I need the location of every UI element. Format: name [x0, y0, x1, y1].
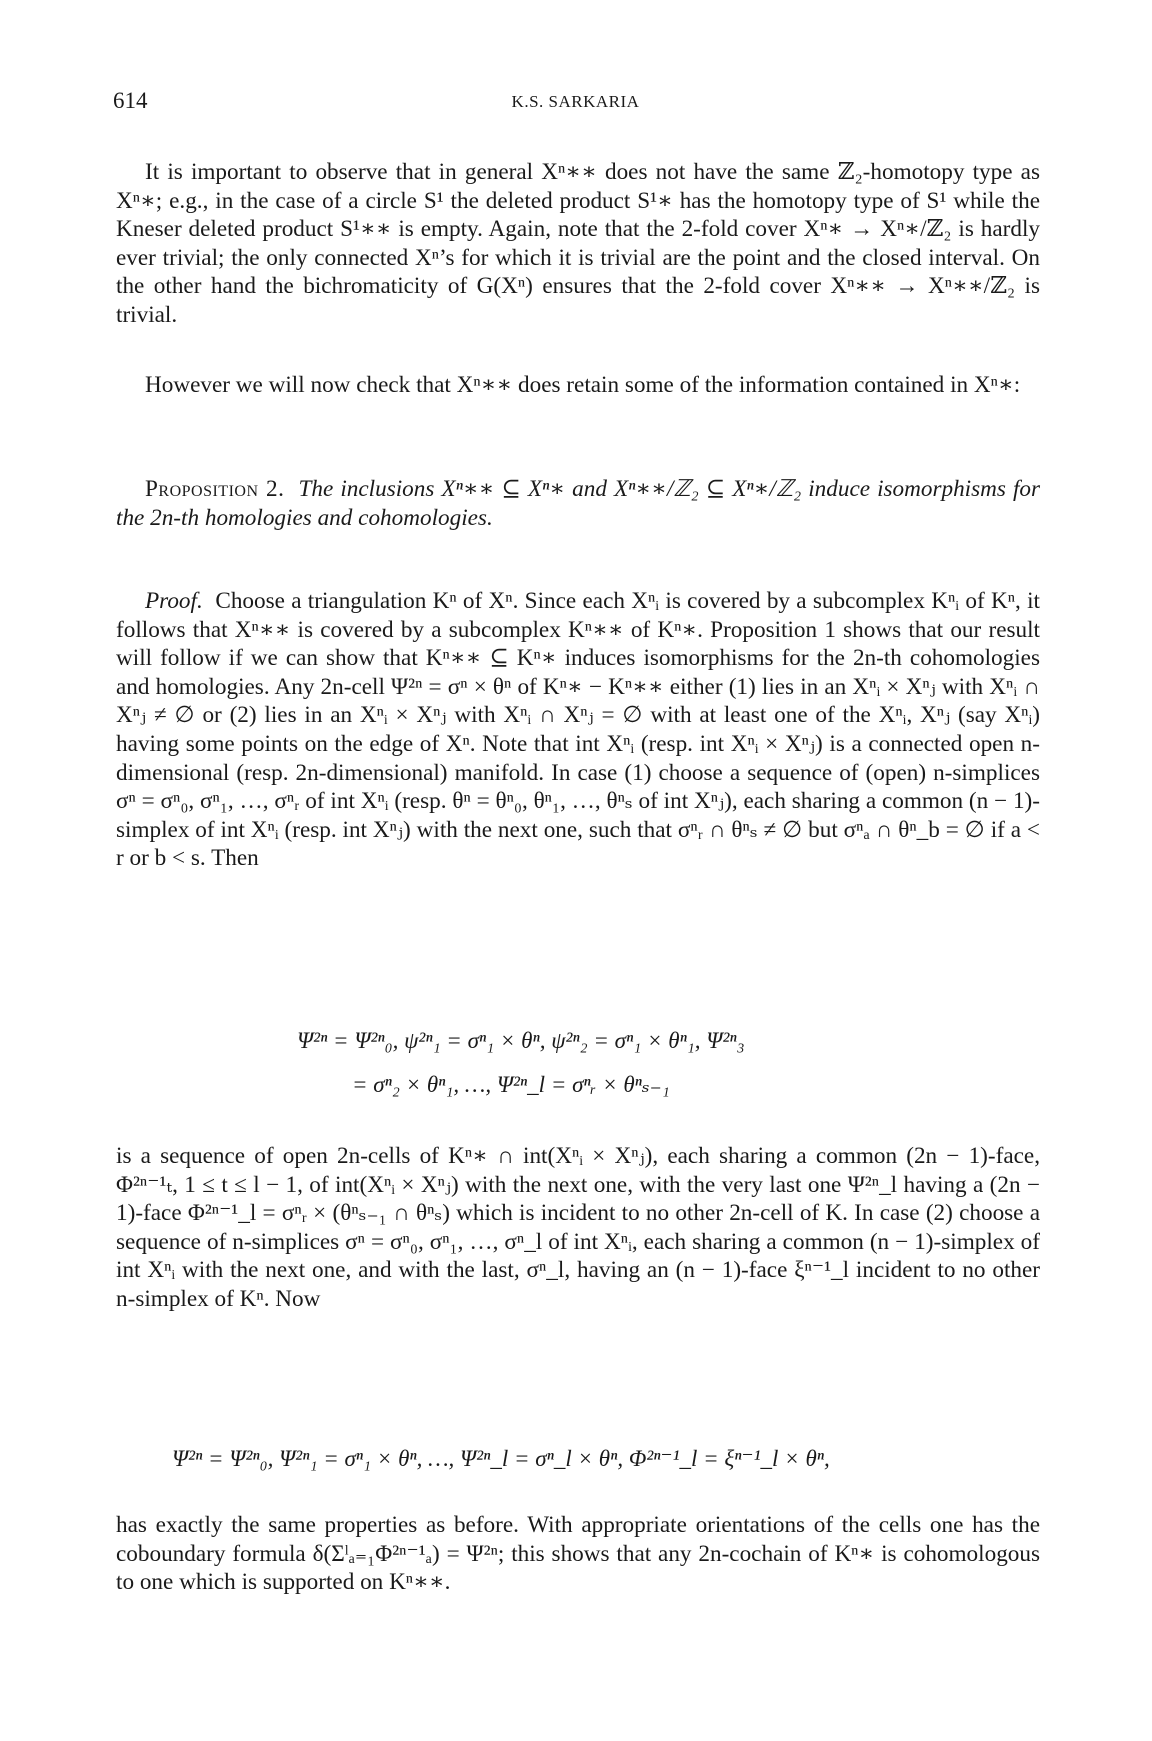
paragraph-text: has exactly the same properties as before. With appropriate orientations of the cells one has the coboundary formula δ(Σˡₐ₌₁Φ²ⁿ⁻¹ₐ) = Ψ²ⁿ; this shows that any 2n-cochain of Kⁿ∗ is cohomologous to one which is supported on Kⁿ∗∗. [116, 1512, 1040, 1596]
paragraph-text: However we will now check that Xⁿ∗∗ does retain some of the information contained in Xⁿ∗: [145, 372, 1021, 398]
proof-text: Choose a triangulation Kⁿ of Xⁿ. Since each Xⁿᵢ is covered by a subcomplex Kⁿᵢ of Kⁿ, it follows that Xⁿ∗∗ is covered by a subcomplex Kⁿ∗∗ of Kⁿ∗. Proposition 1 shows that our result will follow if we can show that Kⁿ∗∗ ⊆ Kⁿ∗ induces isomorphisms for the 2n-th cohomologies and homologies. Any 2n-cell Ψ²ⁿ = σⁿ × θⁿ of Kⁿ∗ − Kⁿ∗∗ either (1) lies in an Xⁿᵢ × Xⁿⱼ with Xⁿᵢ ∩ Xⁿⱼ ≠ ∅ or (2) lies in an Xⁿᵢ × Xⁿⱼ with Xⁿᵢ ∩ Xⁿⱼ = ∅ with at least one of the Xⁿᵢ, Xⁿⱼ (say Xⁿᵢ) having some points on the edge of Xⁿ. Note that int Xⁿᵢ (resp. int Xⁿᵢ × Xⁿⱼ) is a connected open n-dimensional (resp. 2n-dimensional) manifold. In case (1) choose a sequence of (open) n-simplices σⁿ = σⁿ₀, σⁿ₁, …, σⁿᵣ of int Xⁿᵢ (resp. θⁿ = θⁿ₀, θⁿ₁, …, θⁿₛ of int Xⁿⱼ), each sharing a common (n − 1)-simplex of int Xⁿᵢ (resp. int Xⁿⱼ) with the next one, such that σⁿᵣ ∩ θⁿₛ ≠ ∅ but σⁿₐ ∩ θⁿ_b = ∅ if a < r or b < s. Then [116, 588, 1040, 872]
paragraph-however [116, 371, 1040, 400]
proof-label: Proof. [145, 588, 203, 614]
display-equation-1-line-2: = σⁿ₂ × θⁿ₁, …, Ψ²ⁿ_l = σⁿᵣ × θⁿₛ₋₁ [352, 1072, 670, 1097]
paragraph-text: It is important to observe that in general Xⁿ∗∗ does not have the same ℤ₂-homotopy type as Xⁿ∗; e.g., in the case of a circle S¹ the deleted product S¹∗ has the homotopy type of S¹ while the Kneser deleted product S¹∗∗ is empty. Again, note that the 2-fold cover Xⁿ∗ → Xⁿ∗/ℤ₂ is hardly ever trivial; the only connected Xⁿ’s for which it is trivial are the point and the closed interval. On the other hand the bichromaticity of G(Xⁿ) ensures that the 2-fold cover Xⁿ∗∗ → Xⁿ∗∗/ℤ₂ is trivial. [116, 159, 1040, 328]
display-equation-2: Ψ²ⁿ = Ψ²ⁿ₀, Ψ²ⁿ₁ = σⁿ₁ × θⁿ, …, Ψ²ⁿ_l = σⁿ_l × θⁿ, Φ²ⁿ⁻¹_l = ξⁿ⁻¹_l × θⁿ, [172, 1446, 830, 1471]
paragraph-sequence-of-cells [116, 1142, 1040, 1314]
proposition-2 [116, 475, 1040, 532]
paragraph-deleted-product-remark [116, 158, 1040, 330]
display-equation-1-line-1: Ψ²ⁿ = Ψ²ⁿ₀, ψ²ⁿ₁ = σⁿ₁ × θⁿ, ψ²ⁿ₂ = σⁿ₁ × θⁿ₁, Ψ²ⁿ₃ [297, 1028, 745, 1053]
paragraph-text: is a sequence of open 2n-cells of Kⁿ∗ ∩ int(Xⁿᵢ × Xⁿⱼ), each sharing a common (2n − 1)-face, Φ²ⁿ⁻¹ₜ, 1 ≤ t ≤ l − 1, of int(Xⁿᵢ × Xⁿⱼ) with the next one, with the very last one Ψ²ⁿ_l having a (2n − 1)-face Φ²ⁿ⁻¹_l = σⁿᵣ × (θⁿₛ₋₁ ∩ θⁿₛ) which is incident to no other 2n-cell of K. In case (2) choose a sequence of n-simplices σⁿ = σⁿ₀, σⁿ₁, …, σⁿ_l of int Xⁿᵢ, each sharing a common (n − 1)-simplex of int Xⁿᵢ with the next one, and with the last, σⁿ_l, having an (n − 1)-face ξⁿ⁻¹_l incident to no other n-simplex of Kⁿ. Now [116, 1143, 1040, 1312]
proof-paragraph [116, 587, 1040, 873]
running-title: K.S. SARKARIA [511, 92, 640, 111]
page-number: 614 [113, 88, 148, 113]
proposition-statement [116, 475, 1040, 532]
running-head [113, 88, 1038, 118]
paragraph-coboundary [116, 1511, 1040, 1597]
proposition-text: The inclusions Xⁿ∗∗ ⊆ Xⁿ∗ and Xⁿ∗∗/ℤ₂ ⊆ Xⁿ∗/ℤ₂ induce isomorphisms for the 2n-th homologies and cohomologies. [116, 476, 1041, 531]
proof-block [116, 587, 1040, 873]
proposition-label: Proposition 2. [145, 476, 285, 502]
